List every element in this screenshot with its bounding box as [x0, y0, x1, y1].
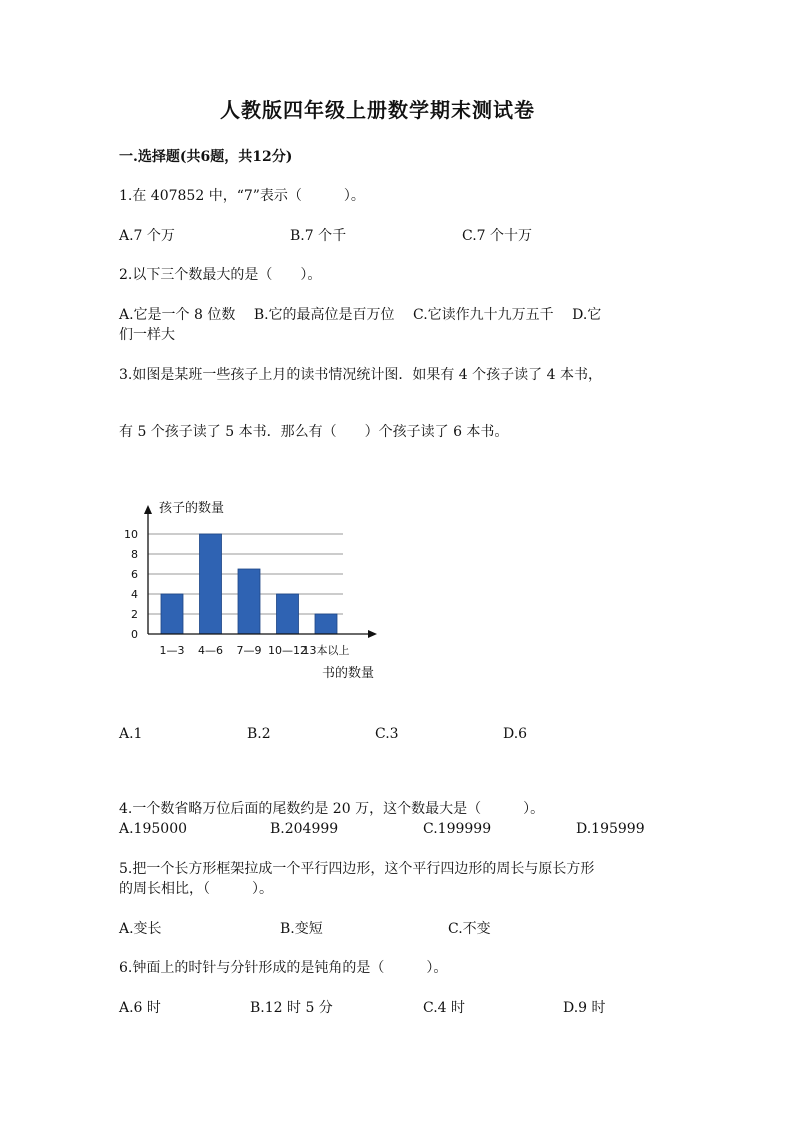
question-3-option-a[interactable]: A.1 — [119, 726, 143, 742]
y-tick-label: 10 — [124, 528, 138, 541]
question-1-stem: 1.在 407852 中，“7”表示（ ）。 — [119, 188, 365, 204]
question-4-option-d[interactable]: D.195999 — [576, 821, 645, 837]
question-5-option-a[interactable]: A.变长 — [119, 921, 162, 937]
question-6-option-d[interactable]: D.9 时 — [563, 1000, 606, 1016]
question-5-stem-line-2: 的周长相比，（ ）。 — [119, 881, 273, 897]
question-4-stem: 4.一个数省略万位后面的尾数约是 20 万，这个数最大是（ ）。 — [119, 801, 545, 817]
question-3-stem-line-2: 有 5 个孩子读了 5 本书．那么有（ ）个孩子读了 6 本书。 — [119, 424, 509, 440]
question-3-option-b[interactable]: B.2 — [247, 726, 271, 742]
y-tick-label: 6 — [131, 568, 138, 581]
question-6-option-b[interactable]: B.12 时 5 分 — [250, 1000, 333, 1016]
x-tick-label: 10—12 — [268, 644, 307, 657]
x-tick-label: 4—6 — [198, 644, 223, 657]
question-4-option-c[interactable]: C.199999 — [423, 821, 492, 837]
question-5-stem-line-1: 5.把一个长方形框架拉成一个平行四边形，这个平行四边形的周长与原长方形 — [119, 861, 595, 877]
x-tick-label: 13本以上 — [302, 644, 350, 657]
question-2-options-line-2[interactable]: 们一样大 — [119, 327, 175, 343]
question-1-option-c[interactable]: C.7 个十万 — [462, 228, 533, 244]
x-tick-label: 7—9 — [236, 644, 262, 657]
question-2-stem: 2.以下三个数最大的是（ ）。 — [119, 267, 322, 283]
y-axis-title: 孩子的数量 — [159, 501, 225, 516]
x-axis-arrow — [368, 630, 377, 638]
y-axis-arrow — [144, 505, 152, 514]
bar — [200, 534, 222, 634]
x-axis-title: 书的数量 — [322, 666, 375, 681]
section-heading: 一.选择题(共6题，共12分) — [119, 149, 293, 165]
question-1-option-a[interactable]: A.7 个万 — [119, 228, 175, 244]
question-6-option-c[interactable]: C.4 时 — [423, 1000, 466, 1016]
page-title: 人教版四年级上册数学期末测试卷 — [220, 98, 535, 122]
question-5-option-c[interactable]: C.不变 — [448, 921, 491, 937]
question-3-option-d[interactable]: D.6 — [503, 726, 528, 742]
question-3-option-c[interactable]: C.3 — [375, 726, 399, 742]
question-6-stem: 6.钟面上的时针与分针形成的是钝角的是（ ）。 — [119, 960, 448, 976]
reading-bar-chart — [110, 490, 400, 690]
bar — [277, 594, 299, 634]
question-2-options-line-1[interactable]: A.它是一个 8 位数 B.它的最高位是百万位 C.它读作九十九万五千 D.它 — [119, 307, 602, 323]
question-5-option-b[interactable]: B.变短 — [280, 921, 323, 937]
question-3-stem-line-1: 3.如图是某班一些孩子上月的读书情况统计图．如果有 4 个孩子读了 4 本书， — [119, 367, 602, 383]
question-4-option-a[interactable]: A.195000 — [119, 821, 188, 837]
y-tick-label: 0 — [131, 628, 138, 641]
question-6-option-a[interactable]: A.6 时 — [119, 1000, 161, 1016]
bar — [161, 594, 183, 634]
y-tick-label: 4 — [131, 588, 138, 601]
y-tick-label: 2 — [131, 608, 138, 621]
question-4-option-b[interactable]: B.204999 — [270, 821, 339, 837]
bar — [238, 569, 260, 634]
y-tick-label: 8 — [131, 548, 138, 561]
x-tick-label: 1—3 — [159, 644, 185, 657]
bar — [315, 614, 337, 634]
question-1-option-b[interactable]: B.7 个千 — [290, 228, 347, 244]
